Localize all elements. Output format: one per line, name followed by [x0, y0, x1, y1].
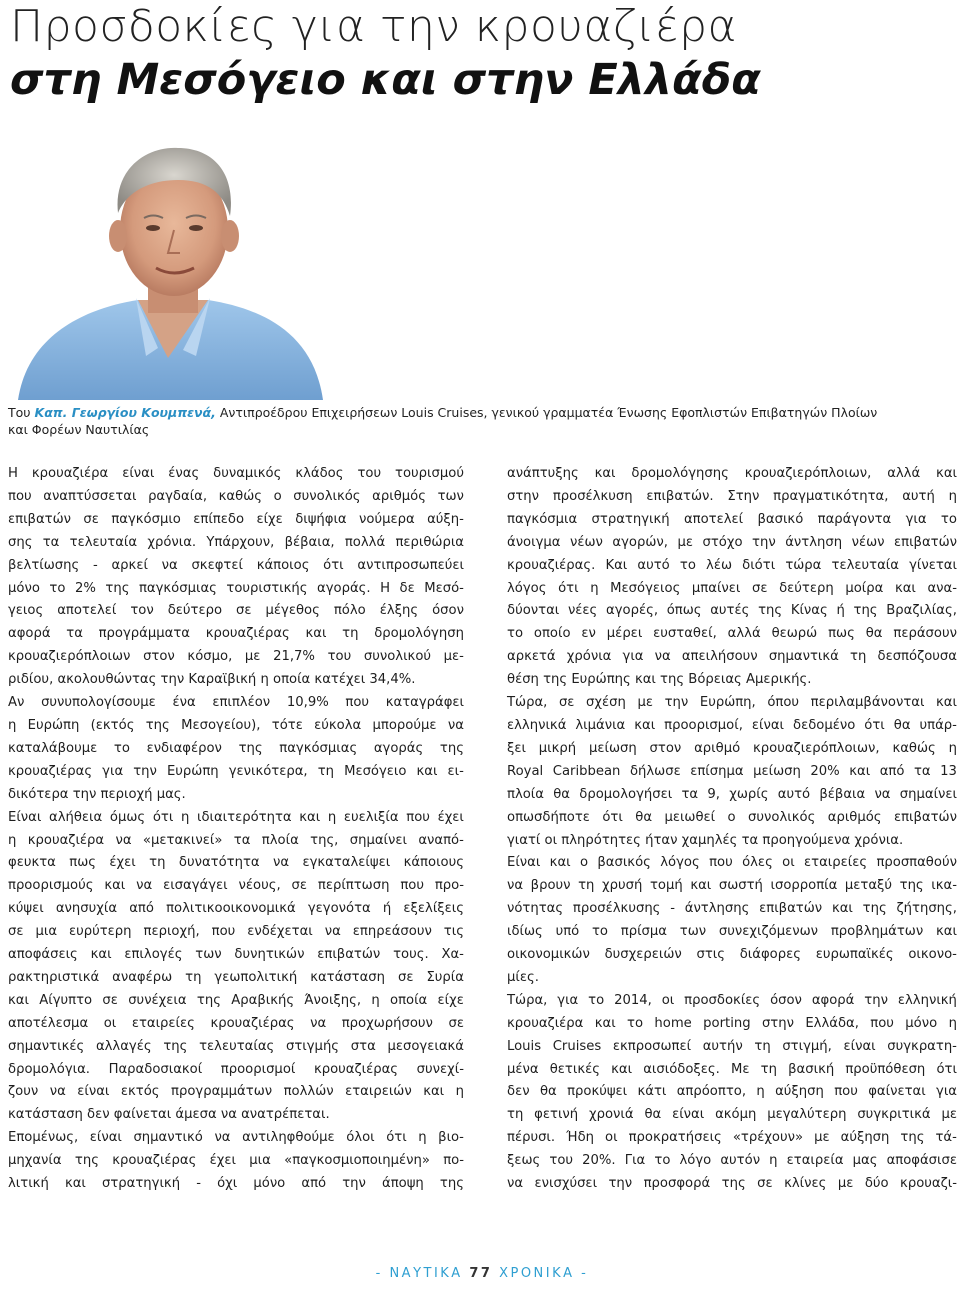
- text-line: σε μια ευρύτερη περιοχή, που ενδέχεται να επηρεάσουν τις: [8, 924, 464, 940]
- text-line: δύονται νέες αγορές, όπως αυτές της Κίνας ή της Βραζιλίας,: [507, 603, 957, 619]
- text-line: αφορά τα προγράμματα κρουαζιέρας και τη δρομολόγηση: [8, 626, 464, 642]
- title-line-1: Προσδοκίες για την κρουαζιέρα: [10, 1, 738, 52]
- footer-right: ΧΡΟΝΙΚΑ -: [499, 1266, 589, 1281]
- text-line: οπωσδήποτε ότι θα μειωθεί ο συνολικός αριθμός επιβατών: [507, 809, 957, 825]
- text-line: λιτική και στρατηγική - όχι μόνο από την άποψη της: [8, 1176, 464, 1192]
- page-number: 77: [469, 1266, 493, 1281]
- text-line: δρομολόγια. Παραδοσιακοί προορισμοί κρουαζιέρας συνεχί-: [8, 1061, 464, 1077]
- text-line: τη φετινή χρονιά θα είναι ακόμη μεγαλύτερη συγκριτικά με: [507, 1107, 957, 1123]
- text-line: σης τα τελευταία χρόνια. Υπάρχουν, βέβαια, πολλά περιθώρια: [8, 534, 464, 550]
- text-line: να βρουν τη χρυσή τομή και σωστή ισορροπία μεταξύ της ικα-: [507, 878, 957, 894]
- text-line: οικονομικών δυσχερειών στις διάφορες ευρωπαϊκές οικονο-: [507, 947, 957, 963]
- text-line: Louis Cruises εκπροσωπεί αυτήν τη στιγμή, είναι συγκρατη-: [507, 1038, 957, 1054]
- text-line: που αναπτύσσεται ραγδαία, καθώς ο συνολικός αριθμός των: [8, 488, 464, 504]
- text-line: μένα θετικές και αισιόδοξες. Με τη βασική προϋπόθεση ότι: [507, 1061, 957, 1077]
- text-line: κρουαζιέρα και το home porting στην Ελλάδα, που μόνο η: [507, 1015, 957, 1031]
- text-line: Αν συνυπολογίσουμε ένα επιπλέον 10,9% που καταγράφει: [8, 695, 464, 711]
- article-title: [10, 0, 960, 106]
- text-line: λόγος ότι η Μεσόγειος μπαίνει σε δεύτερη μοίρα και ανα-: [507, 580, 957, 596]
- text-line: κρουαζιερόπλοιων στον κόσμο, με 21,7% του συνολικού με-: [8, 649, 464, 665]
- text-line: να ενισχύσει την προσφορά της σε κλίνες με δύο κρουαζι-: [507, 1176, 957, 1192]
- text-line: Είναι και ο βασικός λόγος που όλες οι εταιρείες προσπαθούν: [507, 855, 957, 871]
- text-line: Επομένως, είναι σημαντικό να αντιληφθούμε όλοι ότι η βιο-: [8, 1130, 464, 1146]
- text-line: καταλάβουμε το ενδιαφέρον της παγκόσμιας αγοράς της: [8, 740, 464, 756]
- text-line: και Αίγυπτο σε συνέχεια της Αραβικής Άνοιξης, η οποία είχε: [8, 992, 464, 1008]
- text-line: σημαντικές αλλαγές της τελευταίας στιγμής στα μεσογειακά: [8, 1038, 464, 1054]
- text-line: ξει μικρή μείωση στον αριθμό κρουαζιερόπλοιων, καθώς η: [507, 740, 957, 756]
- text-line: νότητας προσέλκυσης - άντλησης επιβατών και της ζήτησης,: [507, 901, 957, 917]
- text-line: μόνο το 2% της παγκόσμιας τουριστικής αγοράς. Η δε Μεσό-: [8, 580, 464, 596]
- text-line: στην προσέλκυση επιβατών. Στην πραγματικότητα, αυτή η: [507, 488, 957, 504]
- text-line: ριδίου, ακολουθώντας την Καραϊβική η οποία κατέχει 34,4%.: [8, 672, 416, 688]
- text-line: αποτέλεσμα οι εταιρείες κρουαζιέρας να προχωρήσουν σε: [8, 1015, 464, 1031]
- footer-left: - ΝΑΥΤΙΚΑ: [375, 1266, 463, 1281]
- text-line: γειος αποτελεί τον δεύτερο σε μέγεθος πόλο έλξης όσον: [8, 603, 464, 619]
- author-name: Καπ. Γεωργίου Κουμπενά,: [34, 405, 216, 420]
- text-line: δεν θα προκύψει κάτι απρόοπτο, η αύξηση που φαίνεται για: [507, 1084, 957, 1100]
- text-line: βελτίωσης - αρκεί να σκεφτεί κάποιος ότι αντιπροσωπεύει: [8, 557, 464, 573]
- text-line: ελληνικά λιμάνια και προορισμοί, είναι δεδομένο ότι θα υπάρ-: [507, 717, 957, 733]
- photo-caption: [8, 404, 956, 438]
- text-line: Τώρα, για το 2014, οι προσδοκίες όσον αφορά την ελληνική: [507, 992, 957, 1008]
- caption-role: Αντιπροέδρου Επιχειρήσεων Louis Cruises, γενικού γραμματέα Ένωσης Εφοπλιστών Επιβατηγών Πλοίων: [219, 405, 878, 420]
- text-line: πλοία θα δρομολογήσει τα 9, χωρίς αυτό βέβαια να σημαίνει: [507, 786, 957, 802]
- text-line: αρκετά χρόνια για να απειλήσουν σημαντικά τη δεσπόζουσα: [507, 649, 957, 665]
- author-photo: [8, 118, 328, 400]
- text-line: ιδίως υπό το πρίσμα των συνεχιζόμενων προβλημάτων και: [507, 924, 957, 940]
- text-line: Είναι αλήθεια όμως ότι η ιδιαιτερότητα και η ευελιξία που έχει: [8, 809, 464, 825]
- page-footer: [0, 1266, 964, 1281]
- text-line: γιατί οι πληρότητες ήταν χαμηλές τα προηγούμενα χρόνια.: [507, 832, 904, 848]
- text-line: ανάπτυξης και δρομολόγησης κρουαζιερόπλοιων, αλλά και: [507, 466, 957, 481]
- text-line: ρακτηριστικά αναφέρω τη γεωπολιτική κατάσταση σε Συρία: [8, 969, 464, 985]
- text-line: μίες.: [507, 969, 539, 985]
- text-line: άνοιγμα νέων αγορών, με στόχο την άντληση νέων επιβατών: [507, 534, 957, 550]
- text-line: Τώρα, σε σχέση με την Ευρώπη, όπου περιλαμβάνονται και: [507, 695, 957, 711]
- text-line: ζουν να είναι εκτός προγραμμάτων πολλών εταιρειών και η: [8, 1084, 464, 1100]
- author-portrait-illustration: [8, 118, 328, 400]
- article-column-left: [8, 463, 464, 1196]
- caption-prefix: Του: [8, 405, 31, 420]
- text-line: πέρυσι. Ήδη οι προκρατήσεις «τρέχουν» με αύξηση της τά-: [507, 1130, 957, 1146]
- text-line: προορισμούς και να εισαγάγει νέους, σε περίπτωση που προ-: [8, 878, 464, 894]
- text-line: παγκόσμια στρατηγική αποτελεί βασικό παράγοντα για το: [507, 511, 957, 527]
- text-line: η κρουαζιέρα να «μετακινεί» τα πλοία της, σημαίνει αναπό-: [8, 832, 464, 848]
- text-line: η Ευρώπη (εκτός της Μεσογείου), τότε εύκολα μπορούμε να: [8, 717, 464, 733]
- caption-role-continued: και Φορέων Ναυτιλίας: [8, 422, 150, 437]
- text-line: κύψει ανησυχία από πολιτικοοικονομικά γεγονότα ή εξελίξεις: [8, 901, 464, 917]
- text-line: κρουαζιέρας. Και αυτό το λέω διότι τώρα τελευταία γίνεται: [507, 557, 957, 573]
- text-line: κατάσταση δεν φαίνεται άμεσα να ανατρέπεται.: [8, 1107, 330, 1123]
- text-line: μηχανία της κρουαζιέρας έχει μια «παγκοσμιοποιημένη» πο-: [8, 1153, 464, 1169]
- text-line: κρουαζιέρας για την Ευρώπη γενικότερα, τη Μεσόγειο και ει-: [8, 763, 464, 779]
- text-line: ξεως του 20%. Για το λόγο αυτόν η εταιρεία μας αποφάσισε: [507, 1153, 957, 1169]
- text-line: δικότερα την περιοχή μας.: [8, 786, 186, 802]
- text-line: Royal Caribbean δήλωσε επίσημα μείωση 20% και από τα 13: [507, 763, 957, 779]
- text-line: αποφάσεις και επιλογές των δυνητικών επιβατών τους. Χα-: [8, 947, 464, 963]
- text-line: Η κρουαζιέρα είναι ένας δυναμικός κλάδος του τουρισμού: [8, 466, 464, 481]
- text-line: φευκτα πως έχει τη δυνατότητα να εγκαταλείψει κάποιους: [8, 855, 464, 871]
- title-line-2: στη Μεσόγειο και στην Ελλάδα: [10, 55, 761, 105]
- article-column-right: [507, 463, 957, 1196]
- text-line: επιβατών σε παγκόσμιο επίπεδο είχε διψήφια νούμερα αύξη-: [8, 511, 464, 527]
- text-line: το οποίο εν μέρει ευσταθεί, αλλά θεωρώ πως θα περάσουν: [507, 626, 957, 642]
- text-line: θέση της Ευρώπης και της Βόρειας Αμερικής.: [507, 672, 812, 688]
